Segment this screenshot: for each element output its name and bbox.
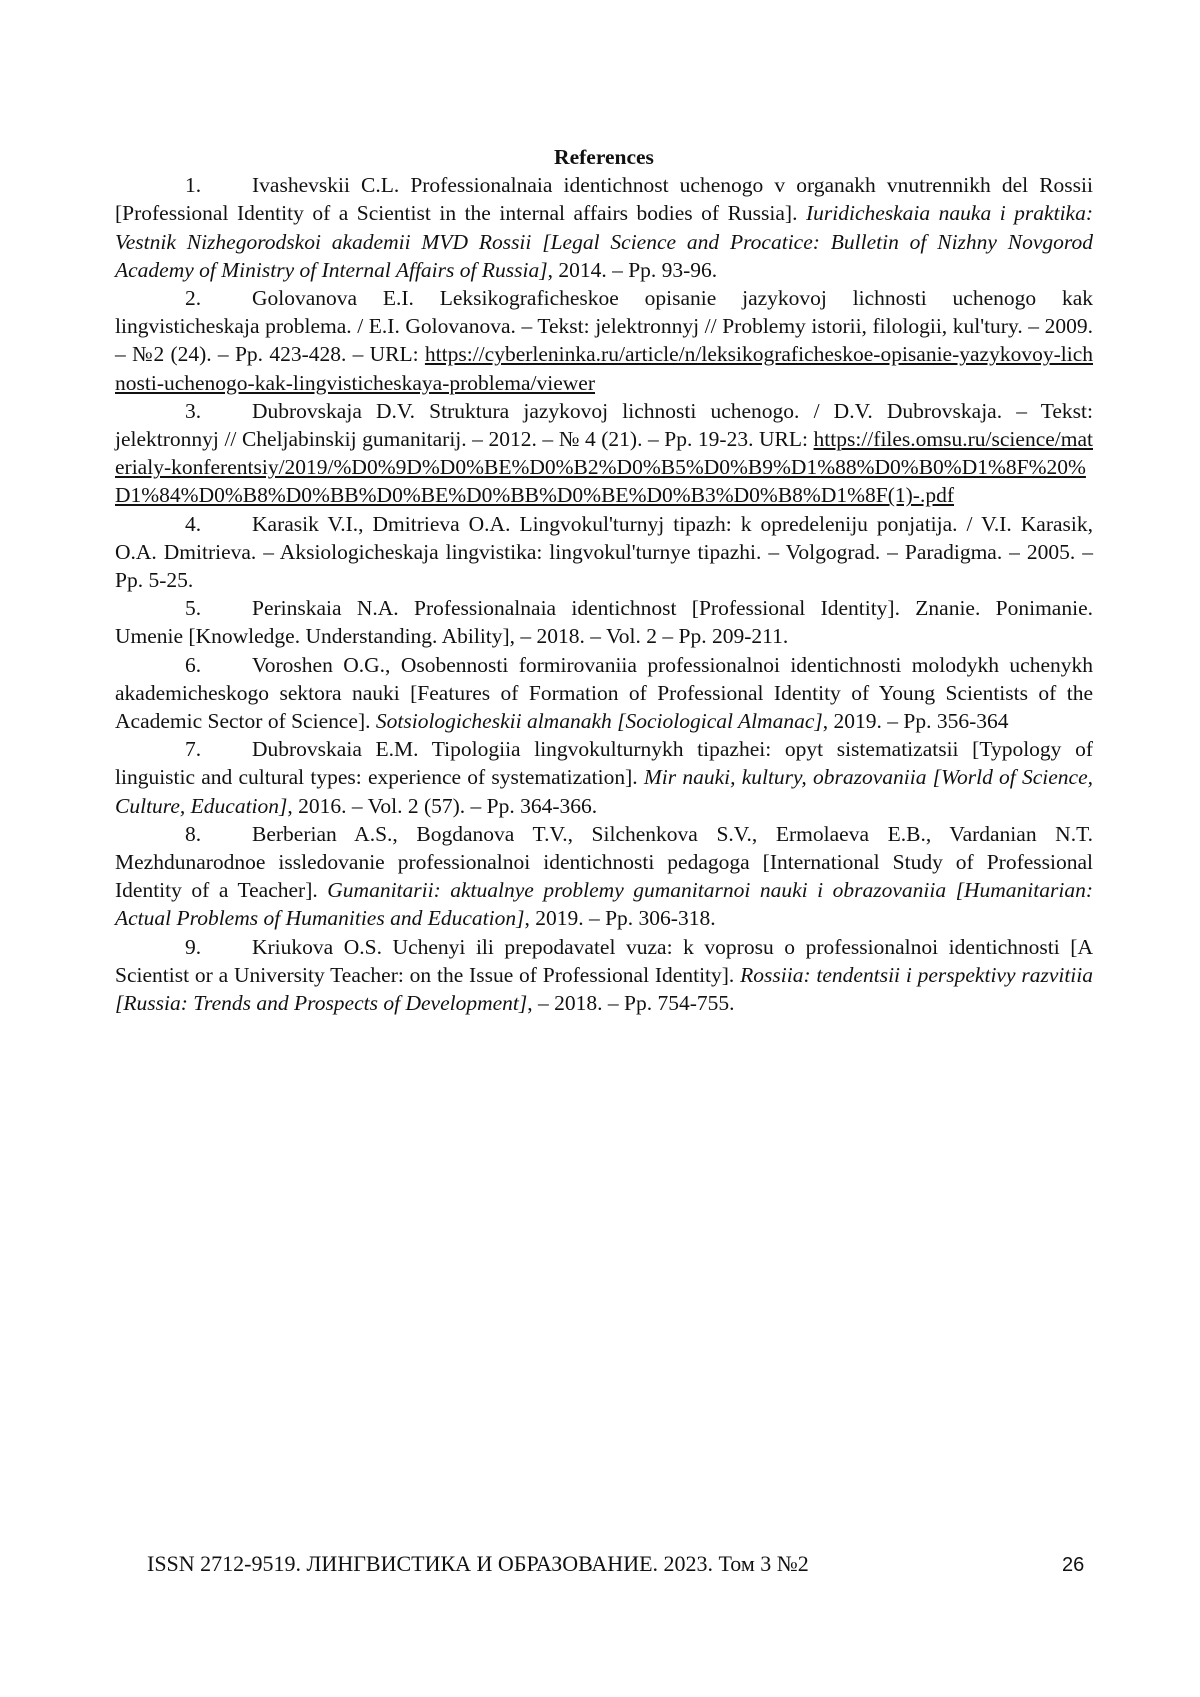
reference-number: 5.	[185, 596, 202, 621]
reference-number: 8.	[185, 821, 202, 846]
reference-item	[115, 594, 1093, 650]
reference-number: 7.	[185, 737, 202, 762]
page-number: 26	[1062, 1554, 1085, 1576]
reference-link[interactable]: https://cyberleninka.ru/article/n/leksikograficheskoe-opisanie-yazykovoy-lichnosti-uchenogo-kak-lingvisticheskaya-problema/viewer	[115, 342, 1093, 395]
journal-footer: ISSN 2712-9519. ЛИНГВИСТИКА И ОБРАЗОВАНИЕ. 2023. Том 3 №2	[147, 1551, 809, 1576]
reference-item	[115, 397, 1093, 510]
reference-number: 9.	[185, 934, 202, 959]
reference-text: Dubrovskaia E.M. Tipologiia lingvokulturnykh tipazhei: opyt sistematizatsii [Typology of linguistic and cultural types: experience of systematization].	[115, 737, 1093, 790]
reference-number: 2.	[185, 286, 202, 311]
reference-number: 6.	[185, 652, 202, 677]
reference-text: Voroshen O.G., Osobennosti formirovaniia professionalnoi identichnosti molodykh uchenykh akademicheskogo sektora nauki [Features of Formation of Professional Identity of Young Scientists of the Academic Sector of Science].	[115, 652, 1093, 734]
reference-text: Ivashevskii C.L. Professionalnaia identichnost uchenogo v organakh vnutrennikh del Rossii [Professional Identity of a Scientist in the internal affairs bodies of Russia].	[115, 173, 1093, 226]
references-section	[115, 143, 1093, 1017]
reference-text: Dubrovskaja D.V. Struktura jazykovoj lichnosti uchenogo. / D.V. Dubrovskaja. – Tekst: jelektronnyj // Cheljabinskij gumanitarij. – 2012. – № 4 (21). – Pp. 19-23. URL:	[115, 398, 1093, 452]
reference-source: Sotsiologicheskii almanakh [Sociological Almanac]	[375, 709, 823, 734]
reference-text: Kriukova O.S. Uchenyi ili prepodavatel vuza: k voprosu o professionalnoi identichnosti [A Scientist or a University Teacher: on the Issue of Professional Identity].	[115, 934, 1093, 987]
reference-item	[115, 651, 1093, 736]
reference-source: Iuridicheskaia nauka i praktika: Vestnik Nizhegorodskoi akademii MVD Rossii [Legal Science and Procatice: Bulletin of Nizhny Novgorod Academy of Ministry of Internal Affairs of Russia]	[115, 201, 1093, 282]
reference-text: Berberian A.S., Bogdanova T.V., Silchenkova S.V., Ermolaeva E.B., Vardanian N.T. Mezhdunarodnoe issledovanie professionalnoi identichnosti pedagoga [International Study of Professional Identity of a Teacher].	[115, 821, 1093, 903]
reference-source: Rossiia: tendentsii i perspektivy razvitiia [Russia: Trends and Prospects of Development]	[115, 962, 1093, 1016]
reference-text: Perinskaia N.A. Professionalnaia identichnost [Professional Identity]. Znanie. Ponimanie. Umenie [Knowledge. Understanding. Ability], – 2018. – Vol. 2 – Pp. 209-211.	[115, 596, 1093, 649]
reference-item	[115, 820, 1093, 933]
reference-item	[115, 933, 1093, 1018]
reference-text: Golovanova E.I. Leksikograficheskoe opisanie jazykovoj lichnosti uchenogo kak lingvisticheskaja problema. / E.I. Golovanova. – Tekst: jelektronnyj // Problemy istorii, filologii, kul'tury. – 2009. – №2 (24). – Pp. 423-428. – URL:	[115, 286, 1093, 367]
reference-source: Mir nauki, kultury, obrazovaniia [World of Science, Culture, Education]	[115, 765, 1093, 818]
reference-details: , 2014. – Pp. 93-96.	[547, 257, 718, 282]
reference-item	[115, 171, 1093, 284]
reference-number: 1.	[185, 173, 202, 198]
reference-number: 4.	[185, 511, 202, 536]
reference-details: , 2019. – Pp. 306-318.	[524, 906, 716, 931]
reference-number: 3.	[185, 398, 202, 423]
reference-link[interactable]: https://files.omsu.ru/science/materialy-konferentsiy/2019/%D0%9D%D0%BE%D0%B2%D0%B5%D0%B9%D1%88%D0%B0%D1%8F%20%D1%84%D0%B8%D0%BB%D0%BE%D0%BB%D0%BE%D0%B3%D0%B8%D1%8F(1)-.pdf	[115, 427, 1093, 508]
reference-details: , 2019. – Pp. 356-364	[822, 709, 1009, 734]
reference-item	[115, 510, 1093, 595]
reference-item	[115, 284, 1093, 397]
reference-text: Karasik V.I., Dmitrieva O.A. Lingvokul'turnyj tipazh: k opredeleniju ponjatija. / V.I. Karasik, O.A. Dmitrieva. – Aksiologicheskaja lingvistika: lingvokul'turnye tipazhi. – Volgograd. – Paradigma. – 2005. – Pp. 5-25.	[115, 511, 1093, 593]
reference-details: , – 2018. – Pp. 754-755.	[527, 991, 735, 1016]
references-heading: References	[554, 145, 654, 169]
reference-source: Gumanitarii: aktualnye problemy gumanitarnoi nauki i obrazovaniia [Humanitarian: Actual Problems of Humanities and Education]	[115, 878, 1093, 931]
reference-item	[115, 735, 1093, 820]
reference-details: , 2016. – Vol. 2 (57). – Pp. 364-366.	[287, 793, 598, 818]
